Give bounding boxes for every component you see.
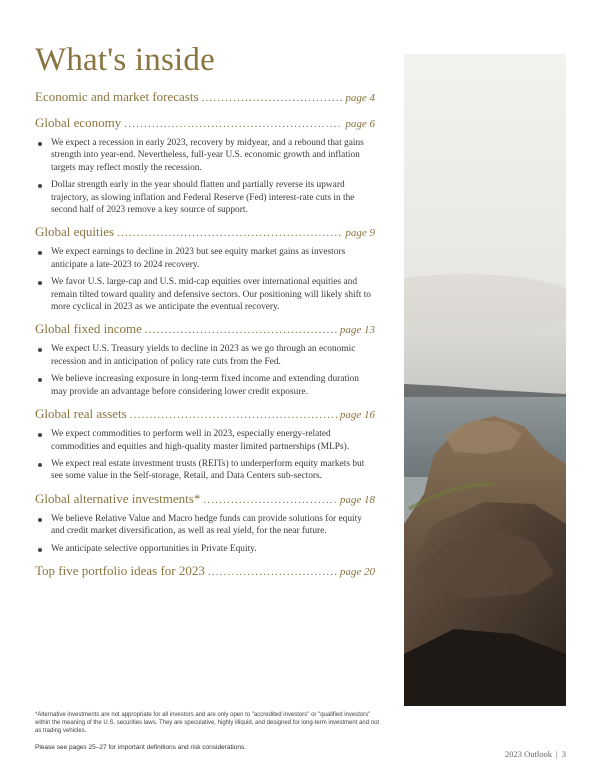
bullet-list [35, 343, 375, 398]
bullet-list [35, 137, 375, 216]
toc-entry-link[interactable] [35, 489, 375, 510]
bullet-item: We expect earnings to decline in 2023 but see equity market gains as investors anticipate a late-2023 to 2024 recovery. [35, 246, 375, 271]
bullet-item: We expect commodities to perform well in 2023, especially energy-related commodities and equities and high-quality master limited partnerships (MLPs). [35, 428, 375, 453]
dot-leader [117, 224, 342, 243]
bullet-item: We expect real estate investment trusts (REITs) to underperform equity markets but see some value in the Self-storage, Retail, and Data Centers sub-sectors. [35, 458, 375, 483]
bullet-item: We believe increasing exposure in long-term fixed income and extending duration may provide an advantage before considering lower credit exposure. [35, 373, 375, 398]
dot-leader [130, 406, 337, 425]
toc-entry-link[interactable] [35, 404, 375, 425]
toc-section [35, 489, 375, 555]
bullet-list [35, 246, 375, 313]
toc-page-ref: page 13 [339, 324, 375, 337]
toc-page-ref: page 4 [345, 92, 375, 104]
toc-entry-label: Economic and market forecasts [35, 89, 199, 104]
toc-page-ref: page 16 [339, 409, 375, 422]
toc-section [35, 87, 375, 108]
footer-doc-title: 2023 Outlook [505, 749, 553, 759]
dot-leader [202, 89, 343, 108]
dot-leader [208, 563, 337, 582]
bullet-list [35, 428, 375, 483]
toc-page-ref: page 9 [345, 227, 375, 240]
footer-separator: | [556, 749, 558, 759]
table-of-contents [35, 87, 375, 588]
toc-entry-label: Global economy [35, 115, 122, 130]
toc-entry-link[interactable] [35, 319, 375, 340]
toc-section [35, 561, 375, 582]
coastal-rock-photo [404, 54, 566, 706]
alternative-investments-footnote: *Alternative investments are not appropriate for all investors and are only open to "accredited investors" or "qualified investors" within the meaning of the U.S. securities laws. They are speculative, highly illiquid, and designed for long-term investment and not as trading vehicles. [35, 712, 380, 734]
bullet-item: We believe Relative Value and Macro hedge funds can provide solutions for equity and credit market diversification, as well as real yield, for the near future. [35, 513, 375, 538]
bullet-item: We expect a recession in early 2023, recovery by midyear, and a rebound that gains strength into year-end. Nevertheless, full-year U.S. economic growth and inflation targets may reflect mostly the recession. [35, 137, 375, 174]
toc-entry-label: Global alternative investments* [35, 490, 201, 506]
toc-page-ref: page 6 [345, 118, 375, 130]
bullet-item: We favor U.S. large-cap and U.S. mid-cap equities over international equities and remain tilted toward quality and defensive sectors. Our positioning will likely shift to more cyclical in 2023 as we anticipate the eventual recovery. [35, 276, 375, 313]
dot-leader [124, 115, 342, 134]
bullet-item: Dollar strength early in the year should flatten and partially reverse its upward trajectory, as slowing inflation and Federal Reserve (Fed) interest-rate cuts in the second half of 2023 remove a key source of support. [35, 179, 375, 216]
toc-entry-label: Global equities [35, 224, 115, 240]
bullet-list [35, 513, 375, 555]
toc-entry-label: Global fixed income [35, 321, 142, 337]
toc-section [35, 113, 375, 216]
risk-considerations-note: Please see pages 25–27 for important definitions and risk considerations. [35, 744, 247, 751]
page-footer [505, 749, 566, 759]
toc-entry-link[interactable] [35, 87, 375, 108]
toc-section [35, 222, 375, 313]
toc-section [35, 404, 375, 483]
dot-leader [203, 491, 337, 510]
page-title: What's inside [35, 42, 215, 78]
toc-entry-link[interactable] [35, 113, 375, 134]
toc-page-ref: page 20 [339, 565, 375, 578]
toc-entry-label: Top five portfolio ideas for 2023 [35, 562, 205, 578]
bullet-item: We anticipate selective opportunities in Private Equity. [35, 543, 375, 555]
dot-leader [145, 321, 337, 340]
toc-page-ref: page 18 [339, 493, 375, 506]
toc-entry-label: Global real assets [35, 406, 127, 422]
bullet-item: We expect U.S. Treasury yields to decline in 2023 as we go through an economic recession and in anticipation of policy rate cuts from the Fed. [35, 343, 375, 368]
toc-section [35, 319, 375, 398]
toc-entry-link[interactable] [35, 561, 375, 582]
page-number: 3 [561, 749, 566, 759]
toc-entry-link[interactable] [35, 222, 375, 243]
